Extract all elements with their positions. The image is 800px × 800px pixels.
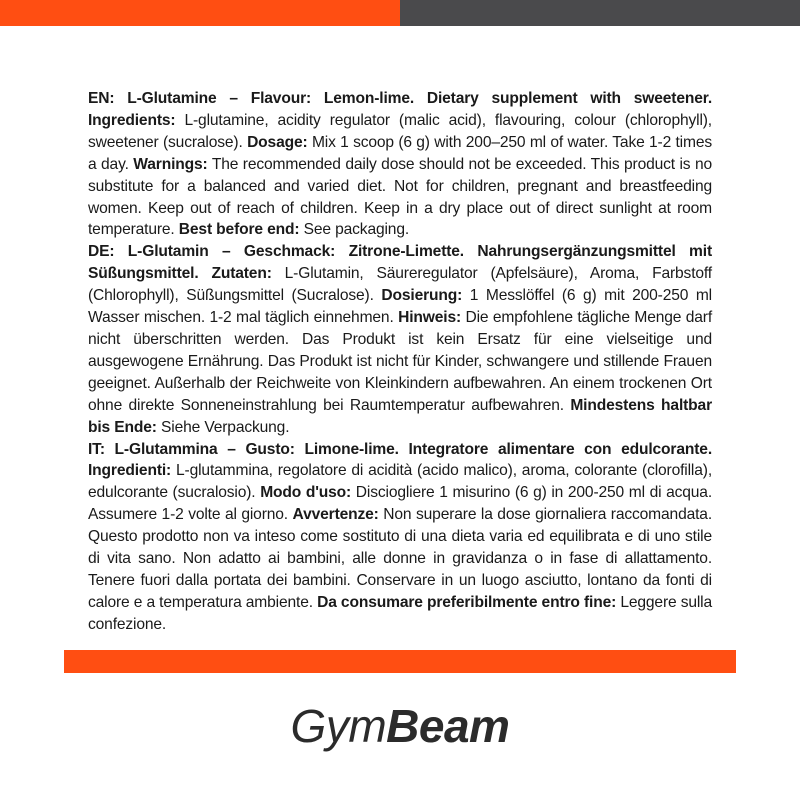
label-text-block — [88, 88, 712, 636]
de-warnings: Die empfohlene tägliche Menge darf nicht überschritten werden. Das Produkt ist kein Ersatz für eine vielseitige und ausgewogene Ernährung. Das Produkt ist nicht für Kinder, schwangere und stillende Frauen geeignet. Außerhalb der Reichweite von Kleinkindern aufbewahren. An einem trockenen Ort ohne direkte Sonneneinstrahlung bei Raumtemperatur aufbewahren. — [88, 309, 713, 414]
gymbeam-logo — [0, 696, 800, 756]
it-best-before-label: Da consumare preferibilmente entro fine: — [317, 593, 617, 611]
logo-gym: Gym — [290, 700, 387, 752]
it-best-before: Leggere sulla confezione. — [88, 593, 713, 633]
top-bar-gray — [400, 0, 800, 26]
de-ingredients-label: Zutaten: — [211, 265, 272, 283]
de-best-before-label: Mindestens haltbar bis Ende: — [88, 396, 712, 436]
en-dosage-label: Dosage: — [247, 133, 308, 151]
section-de — [88, 241, 712, 438]
it-dosage-label: Modo d'uso: — [260, 484, 352, 502]
it-warnings: Non superare la dose giornaliera raccomandata. Questo prodotto non va inteso come sostituto di una dieta varia ed equilibrata e di uno stile di vita sano. Non adatto ai bambini, alle donne in gravidanza o in fase di allattamento. Tenere fuori dalla portata dei bambini. Conservare in un luogo asciutto, lontano da fonti di calore e a temperatura ambiente. — [88, 506, 712, 611]
it-dosage: Disciogliere 1 misurino (6 g) in 200-250 ml di acqua. Assumere 1-2 volte al giorno. — [88, 484, 713, 524]
it-title: IT: L-Glutammina – Gusto: Limone-lime. Integratore alimentare con edulcorante. — [88, 440, 712, 458]
en-title: EN: L-Glutamine – Flavour: Lemon-lime. Dietary supplement with sweetener. — [88, 90, 712, 107]
en-dosage: Mix 1 scoop (6 g) with 200–250 ml of water. Take 1-2 times a day. — [88, 133, 713, 173]
en-best-before-label: Best before end: — [178, 221, 300, 239]
top-bar-orange — [0, 0, 400, 26]
en-ingredients-label: Ingredients: — [88, 111, 176, 129]
de-ingredients: L-Glutamin, Säureregulator (Apfelsäure), Aroma, Farbstoff (Chlorophyll), Süßungsmittel (Sucralose). — [88, 265, 712, 305]
section-it — [88, 439, 712, 636]
orange-divider-bar — [64, 650, 736, 673]
de-warnings-label: Hinweis: — [398, 309, 462, 327]
section-en — [88, 88, 712, 241]
de-dosage: 1 Messlöffel (6 g) mit 200-250 ml Wasser mischen. 1-2 mal täglich einnehmen. — [88, 287, 713, 327]
en-best-before: See packaging. — [303, 221, 410, 239]
de-best-before: Siehe Verpackung. — [161, 418, 290, 436]
en-warnings-label: Warnings: — [133, 155, 208, 173]
de-dosage-label: Dosierung: — [381, 287, 463, 305]
en-ingredients: L-glutamine, acidity regulator (malic acid), flavouring, colour (chlorophyll), sweetener (sucralose). — [88, 111, 712, 151]
it-ingredients-label: Ingredienti: — [88, 462, 172, 480]
it-warnings-label: Avvertenze: — [292, 506, 379, 524]
it-ingredients: L-glutammina, regolatore di acidità (acido malico), aroma, colorante (clorofilla), edulcorante (sucralosio). — [88, 462, 712, 502]
top-color-bar — [0, 0, 800, 26]
en-warnings: The recommended daily dose should not be exceeded. This product is no substitute for a balanced and varied diet. Not for children, pregnant and breastfeeding women. Keep out of reach of children. Keep in a dry place out of direct sunlight at room temperature. — [88, 155, 713, 239]
de-title: DE: L-Glutamin – Geschmack: Zitrone-Limette. Nahrungsergänzungsmittel mit Süßungsmittel. — [88, 243, 712, 283]
logo-beam: Beam — [386, 700, 510, 752]
